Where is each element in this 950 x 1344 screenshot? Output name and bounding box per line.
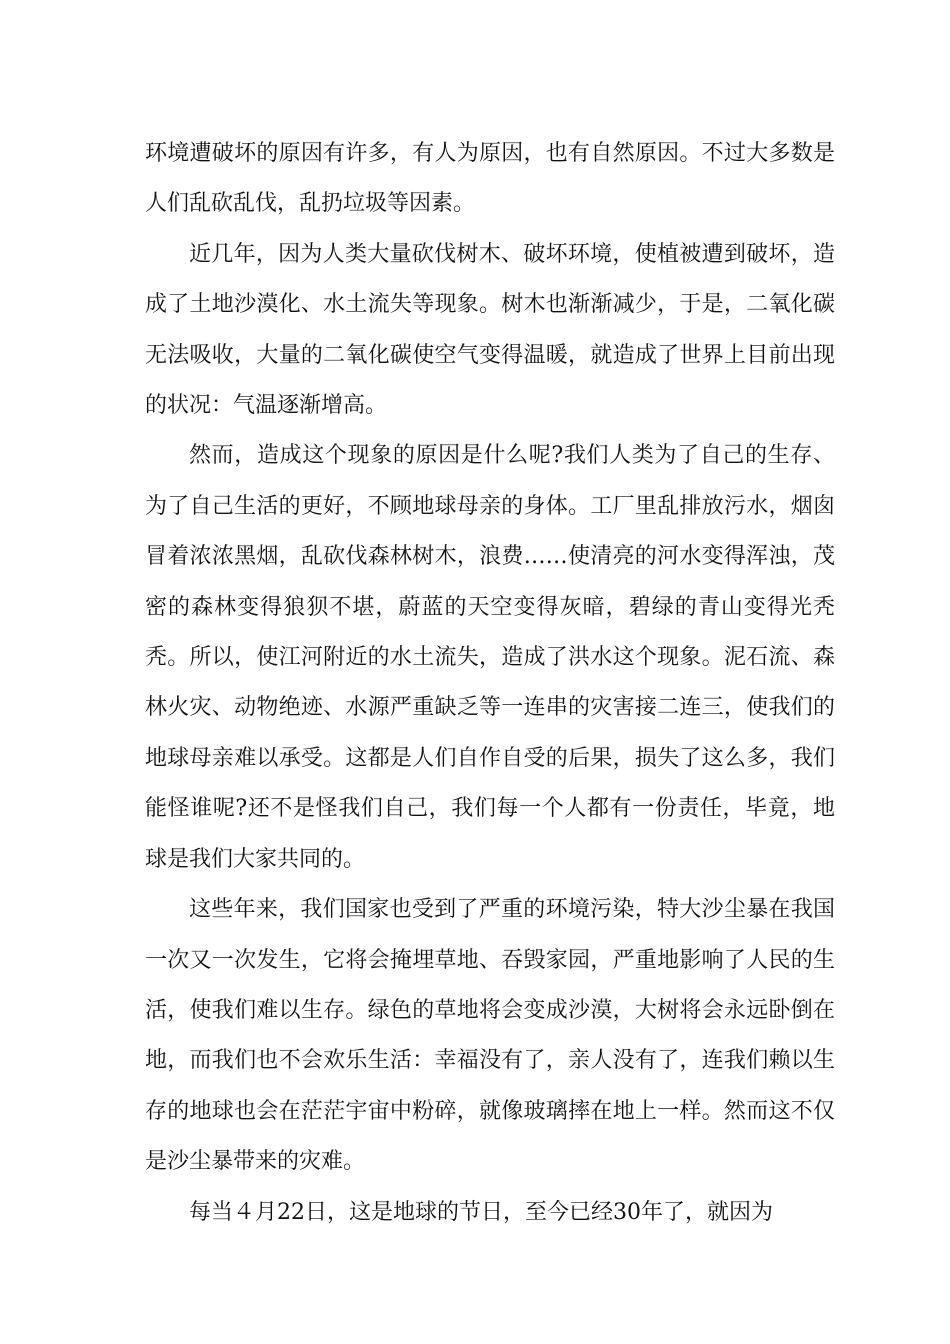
document-body bbox=[145, 129, 835, 1238]
paragraph-3: 然而，造成这个现象的原因是什么呢?我们人类为了自己的生存、为了自己生活的更好，不顾地球母亲的身体。工厂里乱排放污水，烟囱冒着浓浓黑烟，乱砍伐森林树木，浪费……使清亮的河水变得浑浊，茂密的森林变得狼狈不堪，蔚蓝的天空变得灰暗，碧绿的青山变得光秃秃。所以，使江河附近的水土流失，造成了洪水这个现象。泥石流、森林火灾、动物绝迹、水源严重缺乏等一连串的灾害接二连三，使我们的地球母亲难以承受。这都是人们自作自受的后果，损失了这么多，我们能怪谁呢?还不是怪我们自己，我们每一个人都有一份责任，毕竟，地球是我们大家共同的。 bbox=[145, 443, 835, 872]
paragraph-5: 每当４月22日，这是地球的节日，至今已经30年了，就因为 bbox=[189, 1199, 773, 1225]
paragraph-1: 环境遭破坏的原因有许多，有人为原因，也有自然原因。不过大多数是人们乱砍乱伐，乱扔垃圾等因素。 bbox=[145, 141, 835, 217]
paragraph-4: 这些年来，我们国家也受到了严重的环境污染，特大沙尘暴在我国一次又一次发生，它将会掩埋草地、吞毁家园，严重地影响了人民的生活，使我们难以生存。绿色的草地将会变成沙漠，大树将会永远卧倒在地，而我们也不会欢乐生活：幸福没有了，亲人没有了，连我们赖以生存的地球也会在茫茫宇宙中粉碎，就像玻璃摔在地上一样。然而这不仅是沙尘暴带来的灾难。 bbox=[145, 897, 835, 1175]
paragraph-2: 近几年，因为人类大量砍伐树木、破坏环境，使植被遭到破坏，造成了土地沙漠化、水土流失等现象。树木也渐渐减少，于是，二氧化碳无法吸收，大量的二氧化碳使空气变得温暖，就造成了世界上目前出现的状况：气温逐渐增高。 bbox=[145, 241, 835, 419]
